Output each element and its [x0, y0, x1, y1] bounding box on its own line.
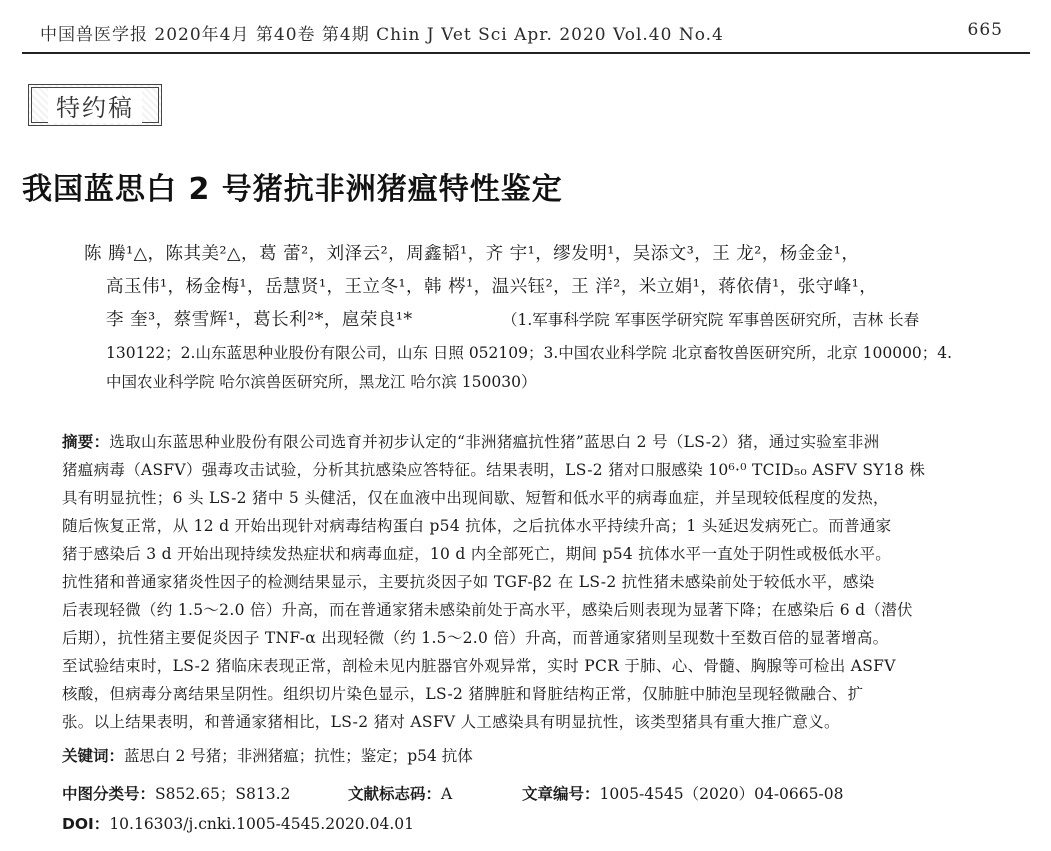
affiliation-line-2: 130122；2.山东蓝思种业股份有限公司，山东 日照 052109；3.中国农业科学院 北京畜牧兽医研究所，北京 100000；4.	[106, 344, 953, 362]
abstract-line: 随后恢复正常，从 12 d 开始出现针对病毒结构蛋白 p54 抗体，之后抗体水平持续升高；1 头延迟发病死亡。而普通家	[62, 517, 892, 535]
abstract-line: 张。以上结果表明，和普通家猪相比，LS-2 猪对 ASFV 人工感染具有明显抗性，该类型猪具有重大推广意义。	[62, 713, 840, 731]
abstract-line: 猪瘟病毒（ASFV）强毒攻击试验，分析其抗感染应答特征。结果表明，LS-2 猪对口服感染 10⁶·⁰ TCID₅₀ ASFV SY18 株	[62, 461, 926, 479]
abstract-label: 摘要：	[62, 433, 110, 451]
abstract-line: 具有明显抗性；6 头 LS-2 猪中 5 头健活，仅在血液中出现间歇、短暂和低水平的病毒血症，并呈现较低程度的发热，	[62, 489, 889, 507]
abstract-line: 猪于感染后 3 d 开始出现持续发热症状和病毒血症，10 d 内全部死亡，期间 p54 抗体水平一直处于阴性或极低水平。	[62, 545, 892, 563]
document-code: 文献标志码：A	[348, 785, 453, 803]
special-contribution-badge	[28, 84, 162, 126]
abstract-line: 至试验结束时，LS-2 猪临床表现正常，剖检未见内脏器官外观异常，实时 PCR 于肺、心、骨髓、胸腺等可检出 ASFV	[62, 657, 896, 675]
doi	[62, 812, 414, 834]
article-number: 文章编号：1005-4545（2020）04-0665-08	[522, 785, 844, 803]
keywords-label: 关键词：	[62, 747, 125, 765]
affiliation-line-1: （1.军事科学院 军事医学研究院 军事兽医研究所，吉林 长春	[502, 311, 920, 329]
article-title: 我国蓝思白 2 号猪抗非洲猪瘟特性鉴定	[22, 172, 563, 207]
badge-label: 特约稿	[48, 88, 142, 123]
page-number: 665	[967, 20, 1003, 40]
author-line-3: 李 奎³，蔡雪辉¹，葛长利²*，扈荣良¹*	[106, 310, 413, 330]
abstract-line: 后期），抗性猪主要促炎因子 TNF-α 出现轻微（约 1.5～2.0 倍）升高，而普通家猪则呈现数十至数百倍的显著增高。	[62, 629, 889, 647]
doi-value: 10.16303/j.cnki.1005-4545.2020.04.01	[109, 815, 414, 833]
journal-header: 中国兽医学报 2020年4月 第40卷 第4期 Chin J Vet Sci Apr. 2020 Vol.40 No.4	[40, 25, 724, 45]
keywords-value: 蓝思白 2 号猪；非洲猪瘟；抗性；鉴定；p54 抗体	[124, 747, 473, 765]
clc-number: 中图分类号：S852.65；S813.2	[62, 785, 291, 803]
abstract-line: 摘要：选取山东蓝思种业股份有限公司选育并初步认定的“非洲猪瘟抗性猪”蓝思白 2 号（LS-2）猪，通过实验室非洲	[62, 433, 880, 451]
abstract-line: 抗性猪和普通家猪炎性因子的检测结果显示，主要抗炎因子如 TGF-β2 在 LS-2 抗性猪未感染前处于较低水平，感染	[62, 573, 875, 591]
author-line-2: 高玉伟¹，杨金梅¹，岳慧贤¹，王立冬¹，韩 梣¹，温兴钰²，王 洋²，米立娟¹，蒋依倩¹，张守峰¹，	[106, 277, 878, 297]
header-rule	[22, 52, 1030, 54]
abstract-line: 核酸，但病毒分离结果呈阴性。组织切片染色显示，LS-2 猪脾脏和肾脏结构正常，仅肺脏中肺泡呈现轻微融合、扩	[62, 685, 864, 703]
doi-label: DOI：	[62, 815, 110, 833]
author-line-1: 陈 腾¹△，陈其美²△，葛 蕾²，刘泽云²，周鑫韬¹，齐 宇¹，缪发明¹，吴添文³，王 龙²，杨金金¹，	[84, 244, 860, 264]
abstract-line: 后表现轻微（约 1.5～2.0 倍）升高，而在普通家猪未感染前处于高水平，感染后则表现为显著下降；在感染后 6 d（潜伏	[62, 601, 913, 619]
keywords	[62, 744, 473, 766]
affiliation-line-3: 中国农业科学院 哈尔滨兽医研究所，黑龙江 哈尔滨 150030）	[106, 373, 537, 391]
